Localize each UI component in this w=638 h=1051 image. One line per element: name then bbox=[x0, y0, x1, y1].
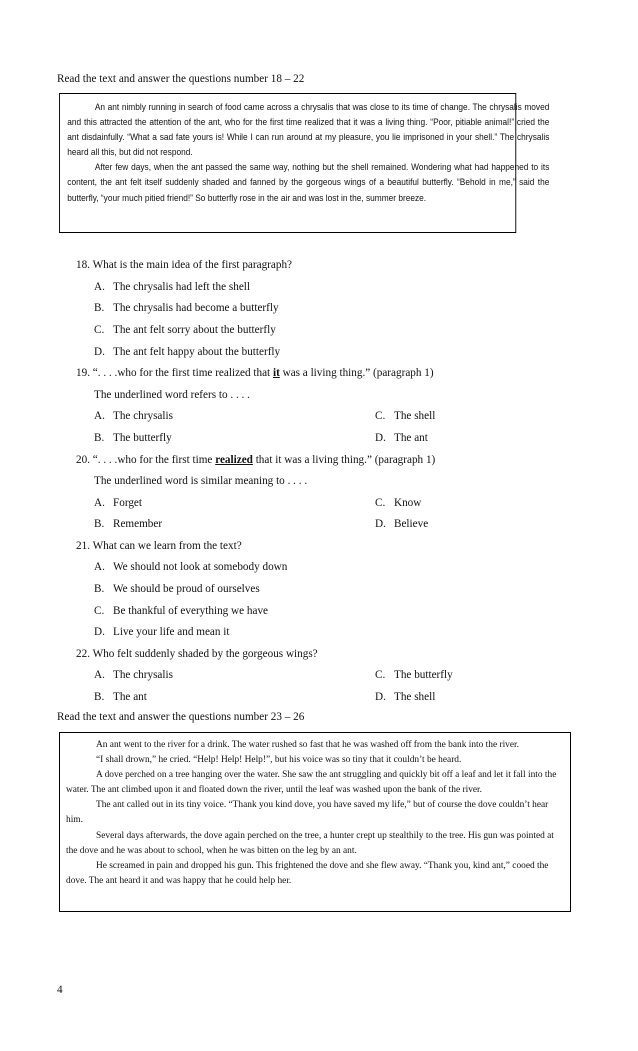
q20-option-b bbox=[94, 518, 162, 530]
q19-option-a bbox=[94, 410, 173, 422]
passage1-paragraph-2: After few days, when the ant passed the same way, nothing but the shell remained. Wondering what had happened to its content, the ant felt itself suddenly shaded and fanned by the gorgeous wings of a beautiful butterfly. “Behold in me,” said the butterfly, “your much pitied friend!” So butterfly rose in the air and was lost in the, summer breeze. bbox=[67, 162, 550, 203]
instruction-23-26: Read the text and answer the questions number 23 – 26 bbox=[57, 711, 305, 723]
q20-text-start: 20. “. . . .who for the first time bbox=[76, 454, 216, 466]
passage2-paragraph-1: An ant went to the river for a drink. The water rushed so fast that he was washed off from the bank into the river. bbox=[96, 740, 519, 750]
passage2-paragraph-3: A dove perched on a tree hanging over the water. She saw the ant struggling and quickly bit off a leaf and let it fall into the water. The ant climbed upon it and floated down the river, until the leaf was washed upon the bank of the river. bbox=[66, 770, 557, 796]
option-text: The chrysalis bbox=[113, 669, 173, 681]
option-text: The ant felt sorry about the butterfly bbox=[113, 324, 276, 336]
option-text: Believe bbox=[394, 518, 429, 530]
option-letter: B. bbox=[94, 691, 105, 703]
option-text: Remember bbox=[113, 518, 163, 530]
option-text: Forget bbox=[113, 497, 143, 509]
option-text: The shell bbox=[394, 410, 436, 422]
passage2-paragraph-4: The ant called out in its tiny voice. “Thank you kind dove, you have saved my life,” but of course the dove couldn’t hear him. bbox=[66, 800, 549, 826]
q22-option-d bbox=[375, 691, 435, 703]
q22-option-a bbox=[94, 669, 173, 681]
option-letter: C. bbox=[94, 605, 105, 617]
q19-underlined-word: it bbox=[272, 367, 280, 379]
q18-option-d bbox=[94, 346, 280, 358]
instruction-18-22: Read the text and answer the questions number 18 – 22 bbox=[57, 73, 305, 85]
option-text: The ant bbox=[113, 691, 147, 703]
option-text: Live your life and mean it bbox=[113, 626, 230, 638]
q19-text-end: was a living thing.” (paragraph 1) bbox=[279, 367, 434, 379]
option-text: The shell bbox=[394, 691, 436, 703]
question-20 bbox=[76, 454, 435, 466]
q19-text-start: 19. “. . . .who for the first time realized that bbox=[76, 367, 273, 379]
option-text: We should be proud of ourselves bbox=[113, 583, 260, 595]
option-letter: A. bbox=[94, 281, 105, 293]
option-text: The ant bbox=[394, 432, 428, 444]
page-number: 4 bbox=[57, 984, 63, 996]
option-text: The chrysalis had left the shell bbox=[113, 281, 251, 293]
option-letter: B. bbox=[94, 432, 105, 444]
q21-option-c bbox=[94, 605, 268, 617]
passage1-paragraph-1: An ant nimbly running in search of food came across a chrysalis that was close to its time of change. The chrysalis moved and this attracted the attention of the ant, who for the first time realized that it was a living thing. “Poor, pitiable animal!” cried the ant disdainfully. “What a sad fate yours is! While I can run around at my pleasure, you lie imprisoned in your shell.” The chrysalis heard all this, but did not respond. bbox=[67, 102, 550, 158]
passage-box-ant-chrysalis bbox=[59, 93, 550, 233]
q20-subprompt: The underlined word is similar meaning to . . . . bbox=[94, 475, 308, 487]
q20-option-c bbox=[375, 497, 421, 509]
option-letter: C. bbox=[375, 410, 386, 422]
q18-option-b bbox=[94, 302, 279, 314]
option-letter: D. bbox=[94, 626, 105, 638]
question-19 bbox=[76, 367, 434, 379]
option-letter: B. bbox=[94, 518, 105, 530]
option-letter: C. bbox=[375, 497, 386, 509]
q18-option-a bbox=[94, 281, 250, 293]
option-letter: D. bbox=[375, 691, 386, 703]
passage2-paragraph-6: He screamed in pain and dropped his gun. This frightened the dove and she flew away. “Thank you, kind ant,” cooed the dove. The ant heard it and was happy that he could help her. bbox=[66, 860, 549, 886]
q19-option-d bbox=[375, 432, 428, 444]
q20-option-a bbox=[94, 497, 142, 509]
q18-option-c bbox=[94, 324, 276, 336]
option-letter: A. bbox=[94, 497, 105, 509]
q21-option-d bbox=[94, 626, 230, 638]
option-letter: D. bbox=[375, 518, 386, 530]
option-text: The butterfly bbox=[113, 432, 172, 444]
option-text: The chrysalis bbox=[113, 410, 173, 422]
q20-underlined-word: realized bbox=[215, 454, 253, 466]
q19-option-c bbox=[375, 410, 435, 422]
option-text: The ant felt happy about the butterfly bbox=[113, 346, 281, 358]
q21-option-a bbox=[94, 561, 287, 573]
option-text: The chrysalis had become a butterfly bbox=[113, 302, 279, 314]
q21-option-b bbox=[94, 583, 260, 595]
q20-option-d bbox=[375, 518, 428, 530]
option-letter: D. bbox=[375, 432, 386, 444]
passage-box-ant-dove bbox=[59, 732, 571, 912]
option-text: Be thankful of everything we have bbox=[113, 605, 269, 617]
option-letter: C. bbox=[375, 669, 386, 681]
q22-option-b bbox=[94, 691, 147, 703]
q22-option-c bbox=[375, 669, 453, 681]
option-text: We should not look at somebody down bbox=[113, 561, 288, 573]
passage2-paragraph-2: “I shall drown,” he cried. “Help! Help! Help!”, but his voice was so tiny that it couldn’t be heard. bbox=[96, 755, 462, 766]
option-letter: D. bbox=[94, 346, 105, 358]
option-letter: A. bbox=[94, 561, 105, 573]
option-letter: C. bbox=[94, 324, 105, 336]
question-21: 21. What can we learn from the text? bbox=[76, 540, 242, 552]
option-text: The butterfly bbox=[394, 669, 453, 681]
option-letter: A. bbox=[94, 669, 105, 681]
option-text: Know bbox=[394, 497, 422, 509]
passage2-paragraph-5: Several days afterwards, the dove again perched on the tree, a hunter crept up stealthily to the tree. His gun was pointed at the dove and he was about to school, when he was bitten on the leg by an ant. bbox=[66, 830, 554, 856]
option-letter: A. bbox=[94, 410, 105, 422]
q19-option-b bbox=[94, 432, 172, 444]
option-letter: B. bbox=[94, 302, 105, 314]
option-letter: B. bbox=[94, 583, 105, 595]
q19-subprompt: The underlined word refers to . . . . bbox=[94, 389, 250, 401]
question-22: 22. Who felt suddenly shaded by the gorgeous wings? bbox=[76, 648, 318, 660]
question-18: 18. What is the main idea of the first paragraph? bbox=[76, 259, 293, 271]
q20-text-end: that it was a living thing.” (paragraph 1) bbox=[252, 454, 436, 466]
